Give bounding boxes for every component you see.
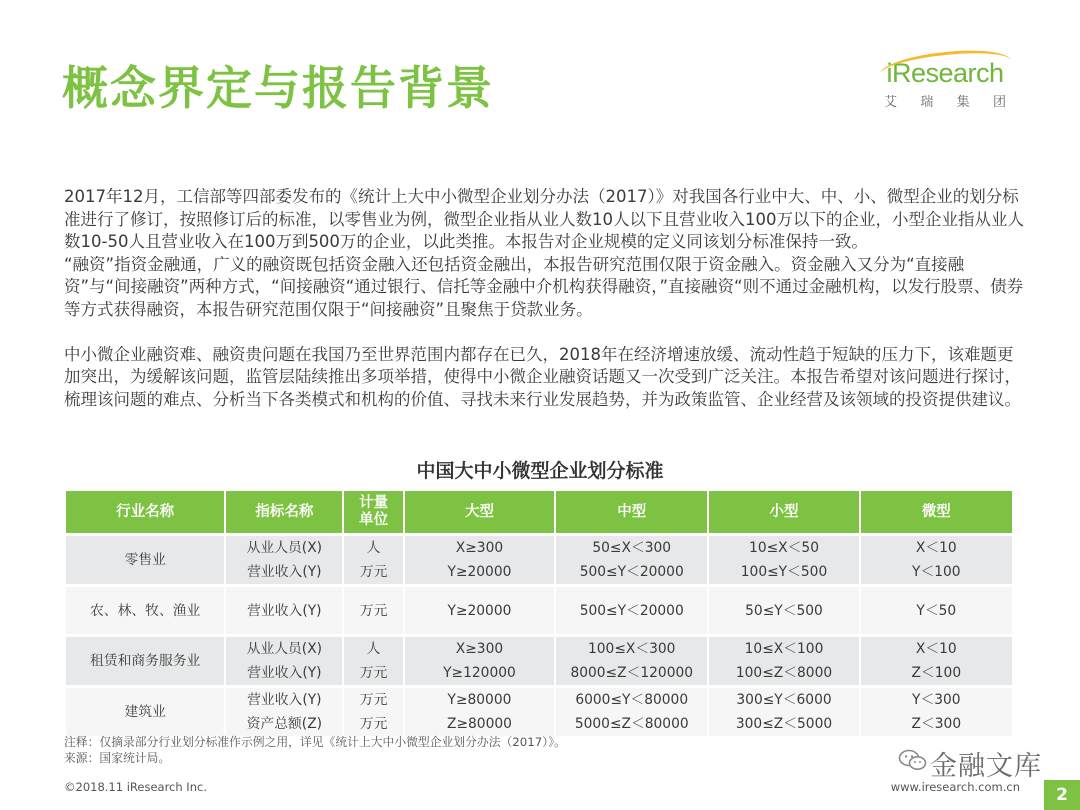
paragraph-financing: “融资”指资金融通，广义的融资既包括资金融入还包括资金融出，本报告研究范围仅限于资金融入。资金融入又分为“直接融资”与“间接融资”两种方式，“间接融资“通过银行、信托等金融中介机构获得融资，”直接融资“则不通过金融机构，以发行股票、债券等方式获得融资，本报告研究范围仅限于“间接融资”且聚焦于贷款业务。: [64, 254, 1024, 319]
brand-sub-char: 集: [956, 95, 970, 110]
cell-unit: 人 万元: [344, 536, 403, 584]
cell-industry: 农、林、牧、渔业: [66, 587, 224, 634]
brand-sub-char: 团: [992, 95, 1006, 110]
cell-metric: 从业人员(X) 营业收入(Y): [226, 637, 342, 685]
page-number: 2: [1044, 780, 1080, 810]
cell-unit: 万元 万元: [344, 688, 403, 736]
brand-subtitle: [870, 91, 1020, 110]
cell-micro: Y＜50: [861, 587, 1012, 634]
header-unit: 计量单位: [344, 491, 403, 533]
classification-table: [64, 488, 1014, 739]
header-medium: 中型: [556, 491, 707, 533]
cell-medium: 500≤Y＜20000: [556, 587, 707, 634]
table-title: 中国大中小微型企业划分标准: [416, 460, 664, 482]
source-text: 来源：国家统计局。: [64, 751, 171, 765]
iresearch-logo: [886, 58, 1003, 89]
cell-micro: Y＜300 Z＜300: [861, 688, 1012, 736]
table-row: [66, 587, 1012, 634]
header-micro: 微型: [861, 491, 1012, 533]
brand-logo: [870, 58, 1020, 110]
body-text: [64, 186, 1028, 411]
wechat-icon: [898, 748, 928, 772]
cell-industry: 建筑业: [66, 688, 224, 736]
cell-large: X≥300 Y≥120000: [405, 637, 554, 685]
copyright: ©2018.11 iResearch Inc.: [64, 780, 207, 794]
cell-small: 10≤X＜100 100≤Z＜8000: [709, 637, 858, 685]
header-small: 小型: [709, 491, 858, 533]
table-row: [66, 637, 1012, 685]
site-url: www.iresearch.com.cn: [890, 780, 1020, 794]
cell-medium: 100≤X＜300 8000≤Z＜120000: [556, 637, 707, 685]
brand-sub-char: 艾: [884, 95, 898, 110]
cell-medium: 6000≤Y＜80000 5000≤Z＜80000: [556, 688, 707, 736]
cell-medium: 50≤X＜300 500≤Y＜20000: [556, 536, 707, 584]
paragraph-definition: 2017年12月，工信部等四部委发布的《统计上大中小微型企业划分办法（2017）》对我国各行业中大、中、小、微型企业的划分标准进行了修订，按照修订后的标准，以零售业为例，微型企业指从业人数10人以下且营业收入100万以下的企业，小型企业指从业人数10-50人且营业收入在100万到500万的企业，以此类推。本报告对企业规模的定义同该划分标准保持一致。: [64, 187, 1024, 252]
cell-large: Y≥20000: [405, 587, 554, 634]
cell-unit: 人 万元: [344, 637, 403, 685]
table-header-row: [66, 491, 1012, 533]
page-title: 概念界定与报告背景: [62, 61, 494, 115]
cell-metric: 从业人员(X) 营业收入(Y): [226, 536, 342, 584]
cell-metric: 营业收入(Y): [226, 587, 342, 634]
cell-industry: 租赁和商务服务业: [66, 637, 224, 685]
header-metric: 指标名称: [226, 491, 342, 533]
cell-industry: 零售业: [66, 536, 224, 584]
brand-sub-char: 瑞: [920, 95, 934, 110]
paragraph-background: 中小微企业融资难、融资贵问题在我国乃至世界范围内都存在已久，2018年在经济增速放缓、流动性趋于短缺的压力下，该难题更加突出，为缓解该问题，监管层陆续推出多项举措，使得中小微企业融资话题又一次受到广泛关注。本报告希望对该问题进行探讨，梳理该问题的难点、分析当下各类模式和机构的价值、寻找未来行业发展趋势，并为政策监管、企业经营及该领域的投资提供建议。: [64, 344, 1021, 409]
cell-metric: 营业收入(Y) 资产总额(Z): [226, 688, 342, 736]
watermark: 金融文库: [930, 751, 1042, 782]
header-large: 大型: [405, 491, 554, 533]
cell-large: X≥300 Y≥20000: [405, 536, 554, 584]
cell-micro: X＜10 Y＜100: [861, 536, 1012, 584]
table-row: [66, 536, 1012, 584]
cell-small: 50≤Y＜500: [709, 587, 858, 634]
table-notes: [64, 734, 566, 766]
table-row: [66, 688, 1012, 736]
brand-logo-text: iResearch: [886, 58, 1004, 88]
cell-unit: 万元: [344, 587, 403, 634]
cell-large: Y≥80000 Z≥80000: [405, 688, 554, 736]
cell-micro: X＜10 Z＜100: [861, 637, 1012, 685]
cell-small: 10≤X＜50 100≤Y＜500: [709, 536, 858, 584]
header-industry: 行业名称: [66, 491, 224, 533]
cell-small: 300≤Y＜6000 300≤Z＜5000: [709, 688, 858, 736]
note-text: 注释：仅摘录部分行业划分标准作示例之用，详见《统计上大中小微型企业划分办法（2017）》。: [64, 735, 566, 749]
